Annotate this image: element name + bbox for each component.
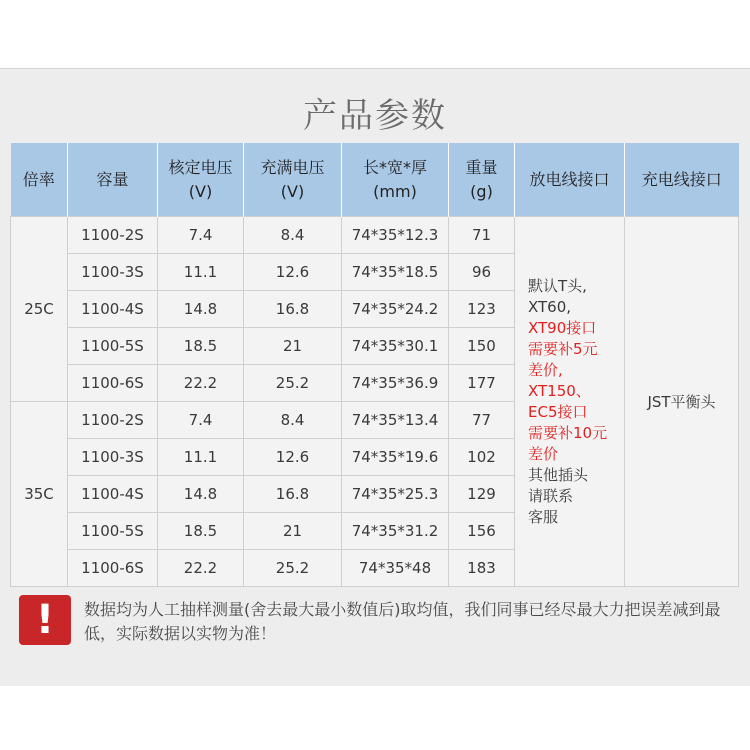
dimensions-cell: 74*35*36.9	[342, 365, 449, 402]
dimensions-cell: 74*35*30.1	[342, 328, 449, 365]
dimensions-cell: 74*35*24.2	[342, 291, 449, 328]
weight-cell: 96	[449, 254, 515, 291]
capacity-cell: 1100-6S	[68, 365, 158, 402]
capacity-cell: 1100-4S	[68, 291, 158, 328]
header-capacity: 容量	[68, 143, 158, 217]
rated-voltage-cell: 11.1	[158, 254, 244, 291]
discharge-interface-line: 差价,	[528, 360, 563, 379]
dimensions-cell: 74*35*31.2	[342, 513, 449, 550]
capacity-cell: 1100-6S	[68, 550, 158, 587]
header-dimensions: 长*宽*厚 (mm)	[342, 143, 449, 217]
header-charge-interface: 充电线接口	[625, 143, 739, 217]
full-voltage-cell: 21	[244, 328, 342, 365]
discharge-interface-line: XT60,	[528, 297, 572, 316]
capacity-cell: 1100-2S	[68, 217, 158, 254]
weight-cell: 71	[449, 217, 515, 254]
disclaimer-note: 数据均为人工抽样测量(舍去最大最小数值后)取均值，我们同事已经尽最大力把误差减到最低，实际数据以实物为准！	[84, 600, 721, 643]
dimensions-cell: 74*35*25.3	[342, 476, 449, 513]
discharge-interface-line: 默认T头,	[528, 276, 587, 295]
full-voltage-cell: 25.2	[244, 365, 342, 402]
rated-voltage-cell: 22.2	[158, 365, 244, 402]
spec-table	[10, 143, 739, 587]
full-voltage-cell: 16.8	[244, 291, 342, 328]
weight-cell: 156	[449, 513, 515, 550]
discharge-interface-line: XT90接口	[528, 318, 597, 337]
dimensions-cell: 74*35*19.6	[342, 439, 449, 476]
header-rated-voltage: 核定电压 (V)	[158, 143, 244, 217]
full-voltage-cell: 8.4	[244, 402, 342, 439]
rated-voltage-cell: 14.8	[158, 291, 244, 328]
dimensions-cell: 74*35*18.5	[342, 254, 449, 291]
rated-voltage-cell: 18.5	[158, 513, 244, 550]
weight-cell: 129	[449, 476, 515, 513]
capacity-cell: 1100-5S	[68, 328, 158, 365]
dimensions-cell: 74*35*13.4	[342, 402, 449, 439]
capacity-cell: 1100-5S	[68, 513, 158, 550]
discharge-interface-line: 差价	[528, 444, 559, 463]
header-rate: 倍率	[11, 143, 68, 217]
rated-voltage-cell: 7.4	[158, 402, 244, 439]
discharge-interface-line: 需要补5元	[528, 339, 598, 358]
rated-voltage-cell: 11.1	[158, 439, 244, 476]
weight-cell: 77	[449, 402, 515, 439]
weight-cell: 123	[449, 291, 515, 328]
weight-cell: 102	[449, 439, 515, 476]
discharge-interface-line: 客服	[528, 507, 559, 526]
discharge-interface-line: EC5接口	[528, 402, 588, 421]
full-voltage-cell: 12.6	[244, 254, 342, 291]
discharge-interface-line: XT150、	[528, 381, 591, 400]
full-voltage-cell: 21	[244, 513, 342, 550]
rated-voltage-cell: 7.4	[158, 217, 244, 254]
rated-voltage-cell: 18.5	[158, 328, 244, 365]
dimensions-cell: 74*35*48	[342, 550, 449, 587]
discharge-interface-cell	[515, 217, 625, 587]
rated-voltage-cell: 14.8	[158, 476, 244, 513]
page-title: 产品参数	[303, 96, 447, 136]
capacity-cell: 1100-4S	[68, 476, 158, 513]
full-voltage-cell: 16.8	[244, 476, 342, 513]
full-voltage-cell: 12.6	[244, 439, 342, 476]
header-discharge-interface: 放电线接口	[515, 143, 625, 217]
discharge-interface-text	[528, 276, 624, 528]
header-weight: 重量 (g)	[449, 143, 515, 217]
weight-cell: 177	[449, 365, 515, 402]
capacity-cell: 1100-2S	[68, 402, 158, 439]
rate-cell: 35C	[11, 402, 68, 587]
full-voltage-cell: 8.4	[244, 217, 342, 254]
discharge-interface-line: 需要补10元	[528, 423, 608, 442]
weight-cell: 183	[449, 550, 515, 587]
capacity-cell: 1100-3S	[68, 254, 158, 291]
discharge-interface-line: 请联系	[528, 486, 574, 505]
capacity-cell: 1100-3S	[68, 439, 158, 476]
weight-cell: 150	[449, 328, 515, 365]
charge-interface-cell: JST平衡头	[625, 217, 739, 587]
table-row	[11, 217, 739, 254]
exclamation-icon: !	[19, 595, 71, 645]
rate-cell: 25C	[11, 217, 68, 402]
header-full-voltage: 充满电压 (V)	[244, 143, 342, 217]
rated-voltage-cell: 22.2	[158, 550, 244, 587]
dimensions-cell: 74*35*12.3	[342, 217, 449, 254]
full-voltage-cell: 25.2	[244, 550, 342, 587]
discharge-interface-line: 其他插头	[528, 465, 589, 484]
header-row	[11, 143, 739, 217]
